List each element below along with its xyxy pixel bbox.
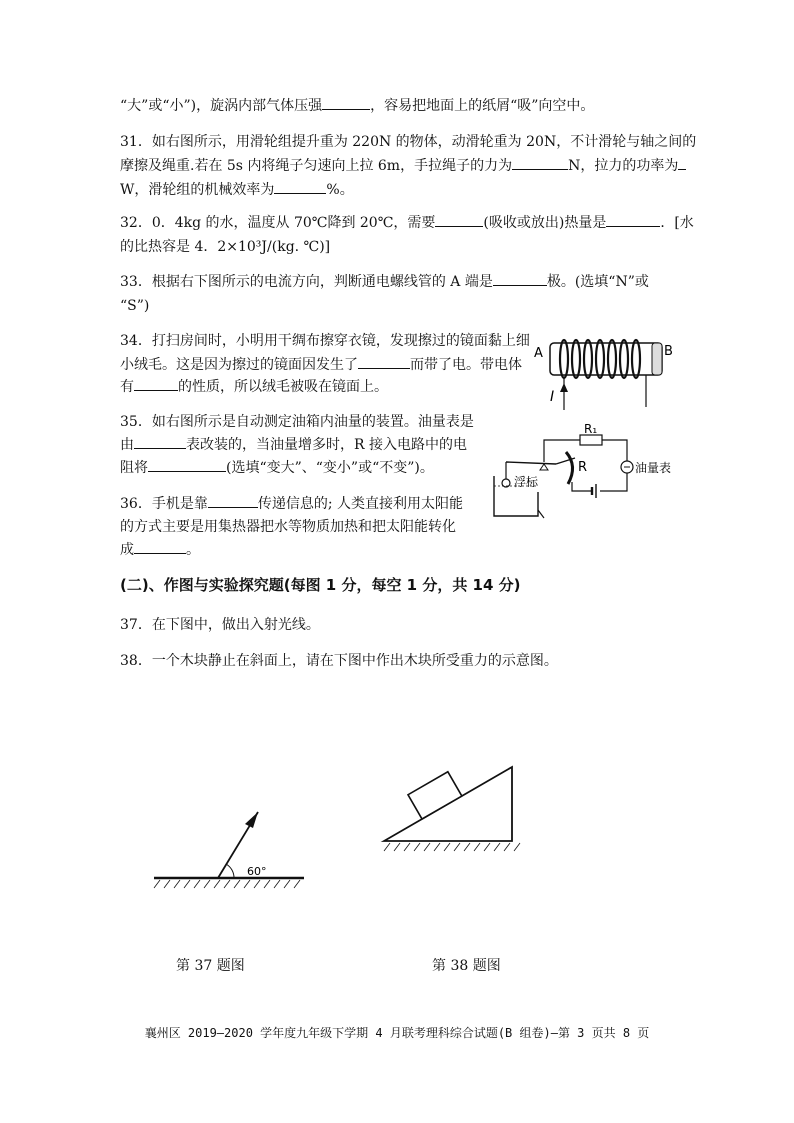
q36-line-3: 成 。	[120, 537, 200, 563]
answer-blank[interactable]	[606, 210, 660, 227]
page-footer: 襄州区 2019—2020 学年度九年级下学期 4 月联考理科综合试题(B 组卷)—第 3 页共 8 页	[144, 1026, 650, 1040]
q32-line-2: 的比热容是 4．2×10³J/(kg. ℃)]	[120, 239, 331, 255]
label-i: I	[550, 389, 555, 405]
answer-blank[interactable]	[678, 153, 686, 170]
answer-blank[interactable]	[512, 153, 568, 170]
angle-label: 60°	[247, 865, 267, 878]
answer-blank[interactable]	[148, 455, 226, 472]
q33-line-1: 33．根据右下图所示的电流方向，判断通电螺线管的 A 端是 极。(选填“N”或	[120, 269, 649, 295]
q30-line: “大”或“小”)，旋涡内部气体压强 ，容易把地面上的纸屑“吸”向空中。	[120, 93, 594, 119]
mirror-hatching	[154, 880, 300, 888]
section-title: (二)、作图与实验探究题(每图 1 分，每空 1 分，共 14 分)	[120, 576, 521, 594]
answer-blank[interactable]	[322, 93, 370, 110]
q31-line-3: W，滑轮组的机械效率为 %。	[120, 177, 354, 203]
q33-line-2: “S”)	[120, 298, 150, 314]
solenoid-figure	[530, 325, 680, 415]
q34-line-3: 有 的性质，所以绒毛被吸在镜面上。	[120, 374, 388, 400]
oil-gauge-figure	[492, 420, 682, 525]
answer-blank[interactable]	[435, 210, 483, 227]
answer-blank[interactable]	[134, 432, 186, 449]
answer-blank[interactable]	[274, 177, 326, 194]
angle-arc	[226, 864, 234, 878]
figure-38	[378, 755, 528, 855]
q35-line-2: 由 表改装的，当油量增多时，R 接入电路中的电	[120, 432, 467, 458]
caption-38: 第 38 题图	[432, 958, 501, 974]
answer-blank[interactable]	[493, 269, 547, 286]
r1-label: R₁	[584, 422, 598, 436]
q36-line-1: 36．手机是靠 传递信息的; 人类直接利用太阳能	[120, 491, 463, 517]
q35-line-3: 阻将 (选填“变大”、“变小”或“不变”)。	[120, 455, 434, 481]
ray-arrow	[245, 812, 258, 828]
q34-line-2: 小绒毛。这是因为擦过的镜面因发生了 而带了电。带电体	[120, 352, 522, 378]
q31-line-1: 31．如右图所示，用滑轮组提升重为 220N 的物体，动滑轮重为 20N，不计滑轮与轴之间的	[120, 134, 697, 150]
current-arrow	[560, 383, 568, 392]
resistor-r1	[580, 435, 602, 445]
float-label: 浮标	[514, 475, 539, 489]
caption-37: 第 37 题图	[176, 958, 245, 974]
q32-line-1: 32．0．4kg 的水，温度从 70℃降到 20℃，需要 (吸收或放出)热量是 ．[水	[120, 210, 694, 236]
variable-resistor	[566, 452, 573, 484]
q31-line-2: 摩擦及绳重.若在 5s 内将绳子匀速向上拉 6m，手拉绳子的力为 N，拉力的功率为	[120, 153, 686, 179]
q38-text: 38．一个木块静止在斜面上，请在下图中作出木块所受重力的示意图。	[120, 653, 558, 669]
q34-line-1: 34．打扫房间时，小明用干绸布擦穿衣镜，发现擦过的镜面黏上细	[120, 333, 530, 349]
answer-blank[interactable]	[134, 374, 178, 391]
label-a: A	[534, 346, 543, 361]
r-label: R	[578, 460, 588, 475]
answer-blank[interactable]	[208, 491, 258, 508]
figure-37	[150, 800, 310, 895]
answer-blank[interactable]	[134, 537, 186, 554]
meter-label: 油量表	[635, 461, 672, 475]
lever	[506, 462, 556, 464]
ground-hatching	[384, 843, 520, 851]
q35-line-1: 35．如右图所示是自动测定油箱内油量的装置。油量表是	[120, 414, 474, 430]
label-b: B	[664, 344, 673, 359]
q37-text: 37．在下图中，做出入射光线。	[120, 617, 320, 633]
answer-blank[interactable]	[358, 352, 410, 369]
q36-line-2: 的方式主要是用集热器把水等物质加热和把太阳能转化	[120, 519, 456, 535]
